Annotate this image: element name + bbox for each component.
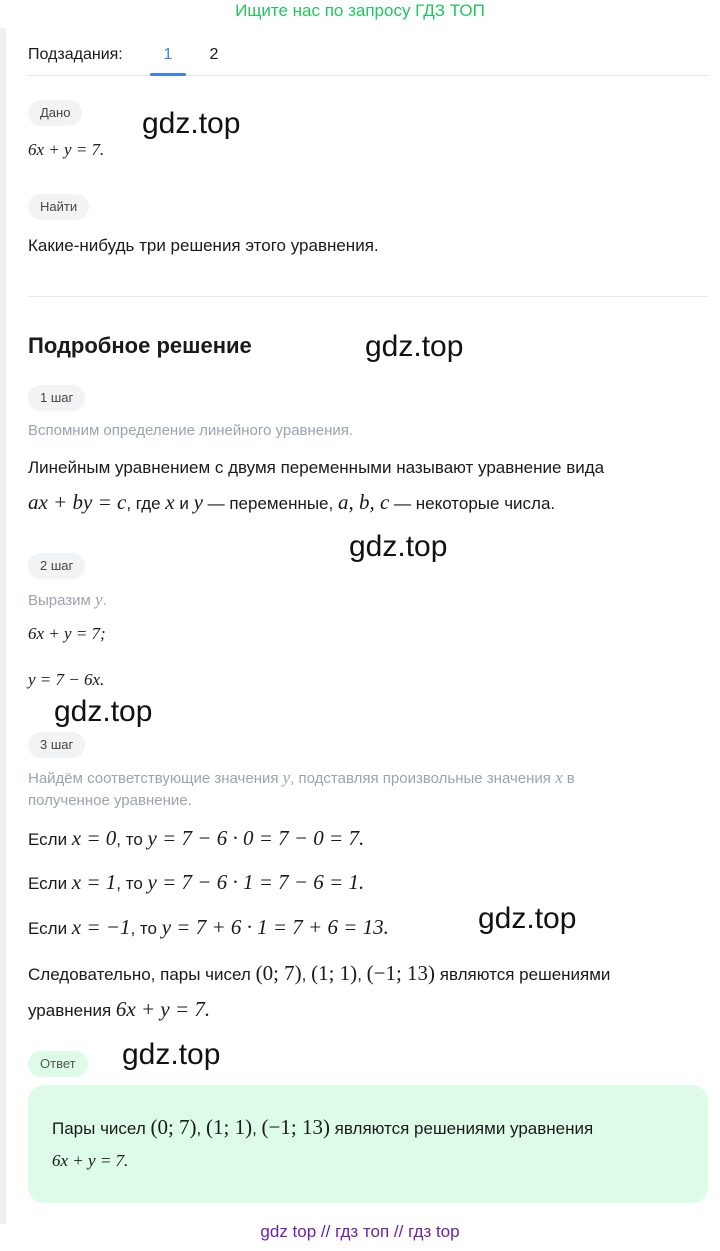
- answer-pill: Ответ: [28, 1051, 88, 1077]
- watermark: gdz.top: [365, 330, 464, 363]
- text-fragment: — некоторые числа.: [389, 494, 556, 513]
- find-pill: Найти: [28, 194, 89, 220]
- watermark: gdz.top: [478, 902, 577, 935]
- linear-form-equation: ax + by = c: [28, 490, 127, 514]
- text-fragment: , то: [116, 830, 148, 849]
- text-fragment: Если: [28, 830, 72, 849]
- watermark: gdz.top: [122, 1038, 221, 1071]
- var-y: y: [193, 490, 203, 514]
- case-x: x = −1: [71, 915, 131, 939]
- step3-case-3: [28, 915, 389, 940]
- step2-hint-text: Выразим: [28, 592, 96, 609]
- text-fragment: Найдём соответствующие значения: [28, 770, 283, 787]
- answer-equation: 6x + y = 7.: [52, 1151, 129, 1170]
- text-fragment: являются решениями уравнения: [329, 1119, 594, 1138]
- comma: ,: [252, 1119, 262, 1138]
- step3-hint: [28, 768, 575, 788]
- text-fragment: Пары чисел: [52, 1119, 151, 1138]
- case-x: x = 0: [71, 826, 117, 850]
- watermark: gdz.top: [142, 107, 241, 140]
- conclusion-equation: 6x + y = 7.: [115, 997, 211, 1021]
- step3-case-1: [28, 826, 364, 851]
- pair-3: (−1; 13): [261, 1115, 330, 1139]
- text-fragment: — переменные,: [202, 494, 338, 513]
- step3-case-2: [28, 870, 364, 895]
- step3-pill: 3 шаг: [28, 732, 85, 758]
- pair-1: (0; 7): [255, 961, 302, 985]
- pair-3: (−1; 13): [366, 961, 436, 985]
- tab-subtask-1[interactable]: 1: [150, 46, 186, 64]
- comma: ,: [301, 965, 312, 984]
- var-x: x: [555, 768, 563, 787]
- text-fragment: Если: [28, 874, 72, 893]
- divider: [28, 296, 708, 297]
- watermark: gdz.top: [54, 695, 153, 728]
- subtasks-label: Подзадания:: [28, 46, 123, 63]
- case-calc: y = 7 − 6 · 0 = 7 − 0 = 7.: [147, 826, 365, 850]
- watermark: gdz.top: [349, 530, 448, 563]
- step3-conclusion: [28, 961, 610, 986]
- step2-hint: [28, 590, 107, 610]
- tab-subtask-2[interactable]: 2: [209, 46, 219, 63]
- text-fragment: являются решениями: [435, 965, 611, 984]
- left-rail: [0, 28, 6, 1224]
- var-y: y: [282, 768, 291, 787]
- step2-equation-2: y = 7 − 6x.: [28, 670, 105, 689]
- var-y: y: [95, 590, 103, 609]
- top-banner: Ищите нас по запросу ГДЗ ТОП: [235, 1, 485, 20]
- pair-2: (1; 1): [206, 1115, 253, 1139]
- subtasks-tabs: [28, 40, 708, 76]
- pair-2: (1; 1): [311, 961, 358, 985]
- step2-equation-1: 6x + y = 7;: [28, 624, 106, 643]
- step3-conclusion-line2: [28, 997, 210, 1022]
- answer-text: [52, 1115, 593, 1140]
- text-fragment: , где: [126, 494, 166, 513]
- solution-title: Подробное решение: [28, 333, 252, 358]
- step1-definition-line2: [28, 490, 555, 515]
- comma: ,: [196, 1119, 206, 1138]
- step2-pill: 2 шаг: [28, 553, 85, 579]
- text-fragment: , то: [130, 919, 162, 938]
- step3-hint-line2: полученное уравнение.: [28, 792, 192, 809]
- var-x: x: [165, 490, 175, 514]
- case-calc: y = 7 + 6 · 1 = 7 + 6 = 13.: [161, 915, 389, 939]
- given-equation: 6x + y = 7.: [28, 140, 105, 159]
- text-fragment: и: [174, 494, 194, 513]
- step1-definition: Линейным уравнением с двумя переменными называют уравнение вида: [28, 458, 605, 477]
- case-x: x = 1: [71, 870, 117, 894]
- case-calc: y = 7 − 6 · 1 = 7 − 6 = 1.: [147, 870, 365, 894]
- footer-links[interactable]: gdz top // гдз топ // гдз top: [260, 1222, 460, 1241]
- text-fragment: в: [562, 770, 575, 787]
- coefficients: a, b, c: [337, 490, 390, 514]
- text-fragment: , подставляя произвольные значения: [290, 770, 556, 787]
- find-text: Какие-нибудь три решения этого уравнения.: [28, 236, 379, 255]
- comma: ,: [357, 965, 367, 984]
- step1-hint: Вспомним определение линейного уравнения.: [28, 422, 354, 439]
- answer-box: [28, 1085, 708, 1203]
- text-fragment: Следовательно, пары чисел: [28, 965, 256, 984]
- text-fragment: , то: [116, 874, 148, 893]
- text-fragment: Если: [28, 919, 72, 938]
- given-pill: Дано: [28, 100, 82, 126]
- pair-1: (0; 7): [150, 1115, 197, 1139]
- period: .: [102, 592, 107, 609]
- step1-pill: 1 шаг: [28, 385, 85, 411]
- text-fragment: уравнения: [28, 1001, 116, 1020]
